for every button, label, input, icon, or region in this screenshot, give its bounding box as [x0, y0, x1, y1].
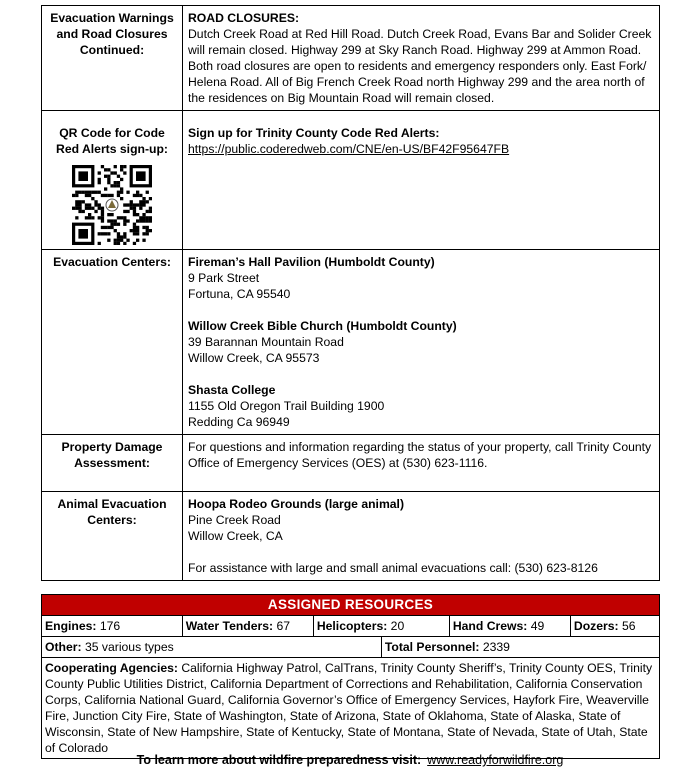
closures-text: Dutch Creek Road at Red Hill Road. Dutch Creek Road, Evans Bar and Solider Creek will remain closed. Highway 299 at Sky Ranch Road. Highway 299 at Ammon Road. Both road closures are open to residents and emergency responders only. East Fork/ Helena Road. All of Big French Creek Road north Highway 299 and the area north of the residences on Big Mountain Road will remain closed.	[188, 27, 652, 105]
helicopters-value: 20	[390, 619, 405, 633]
property-label: Property Damage Assessment:	[42, 435, 183, 492]
animal-center-name: Hoopa Rodeo Grounds (large animal)	[188, 497, 405, 511]
center-name: Shasta College	[188, 383, 276, 397]
center-line: 1155 Old Oregon Trail Building 1900	[188, 399, 385, 413]
center-line: 39 Barannan Mountain Road	[188, 335, 344, 349]
engines-cell: Engines: 176	[42, 616, 183, 637]
property-row	[42, 435, 660, 492]
centers-content	[183, 250, 660, 435]
total-personnel-value: 2339	[482, 640, 510, 654]
closures-content	[183, 6, 660, 111]
total-personnel-cell: Total Personnel: 2339	[381, 637, 659, 658]
center-line: Willow Creek, CA 95573	[188, 351, 320, 365]
other-value: 35 various types	[84, 640, 174, 654]
hand-crews-cell: Hand Crews: 49	[449, 616, 570, 637]
info-table	[41, 5, 660, 581]
center-line: Fortuna, CA 95540	[188, 287, 291, 301]
closures-row	[42, 6, 660, 111]
hand-crews-value: 49	[530, 619, 545, 633]
cooperating-agencies: Cooperating Agencies: California Highway Patrol, CalTrans, Trinity County Sheriff’s, Trinity County OES, Trinity County Public Utilities District, California Department of Corrections and Rehabilitation, California Conservation Corps, California National Guard, California Governor’s Office of Emergency Services, Hayfork Fire, Weaverville Fire, Junction City Fire, State of Washington, State of Arizona, State of Oklahoma, State of Alaska, State of Wisconsin, State of New Hampshire, State of Kentucky, State of Montana, State of Nevada, State of Utah, State of Colorado	[42, 658, 660, 759]
closures-label: Evacuation Warnings and Road Closures Continued:	[42, 6, 183, 111]
cooperating-agencies-list: California Highway Patrol, CalTrans, Trinity County Sheriff’s, Trinity County OES, Trinity County Public Utilities District, California Department of Corrections and Rehabilitation, California Conservation Corps, California National Guard, California Governor’s Office of Emergency Services, Hayfork Fire, Weaverville Fire, Junction City Fire, State of Washington, State of Arizona, State of Oklahoma, State of Alaska, State of Wisconsin, State of New Hampshire, State of Kentucky, State of Montana, State of Nevada, State of Utah, State of Colorado	[45, 661, 653, 755]
footer	[0, 753, 700, 767]
qr-content	[183, 111, 660, 250]
coderedweb-link[interactable]: https://public.coderedweb.com/CNE/en-US/BF42F95647FB	[188, 142, 510, 156]
water-tenders-value: 67	[276, 619, 291, 633]
center-name: Willow Creek Bible Church (Humboldt County)	[188, 319, 457, 333]
qr-row	[42, 111, 660, 250]
footer-text: To learn more about wildfire preparedness visit:	[136, 753, 422, 767]
cooperating-row	[42, 658, 660, 759]
property-text: For questions and information regarding the status of your property, call Trinity County Office of Emergency Services (OES) at (530) 623-1116.	[183, 435, 660, 492]
animal-label: Animal Evacuation Centers:	[42, 492, 183, 581]
dozers-cell: Dozers: 56	[570, 616, 659, 637]
qr-code-icon[interactable]	[72, 165, 152, 245]
other-cell: Other: 35 various types	[42, 637, 382, 658]
animal-assist-text: For assistance with large and small animal evacuations call: (530) 623-8126	[188, 561, 598, 575]
center-line: Redding Ca 96949	[188, 415, 290, 429]
resources-counts-row	[42, 616, 660, 637]
centers-row	[42, 250, 660, 435]
helicopters-cell: Helicopters: 20	[313, 616, 449, 637]
resources-banner: ASSIGNED RESOURCES	[42, 595, 660, 616]
resources-totals-row	[42, 637, 660, 658]
animal-line: Pine Creek Road	[188, 513, 281, 527]
qr-heading: Sign up for Trinity County Code Red Alerts:	[188, 126, 440, 140]
center-line: 9 Park Street	[188, 271, 260, 285]
dozers-value: 56	[622, 619, 636, 633]
closures-heading: ROAD CLOSURES:	[188, 11, 300, 25]
water-tenders-cell: Water Tenders: 67	[182, 616, 313, 637]
engines-value: 176	[99, 619, 121, 633]
qr-label: QR Code for Code Red Alerts sign-up:	[56, 126, 168, 156]
resources-table	[41, 594, 660, 759]
center-name: Fireman’s Hall Pavilion (Humboldt County)	[188, 255, 435, 269]
animal-row	[42, 492, 660, 581]
animal-line: Willow Creek, CA	[188, 529, 283, 543]
readyforwildfire-link[interactable]: www.readyforwildfire.org	[427, 753, 564, 767]
animal-content	[183, 492, 660, 581]
qr-label-cell	[42, 111, 183, 250]
centers-label: Evacuation Centers:	[42, 250, 183, 435]
